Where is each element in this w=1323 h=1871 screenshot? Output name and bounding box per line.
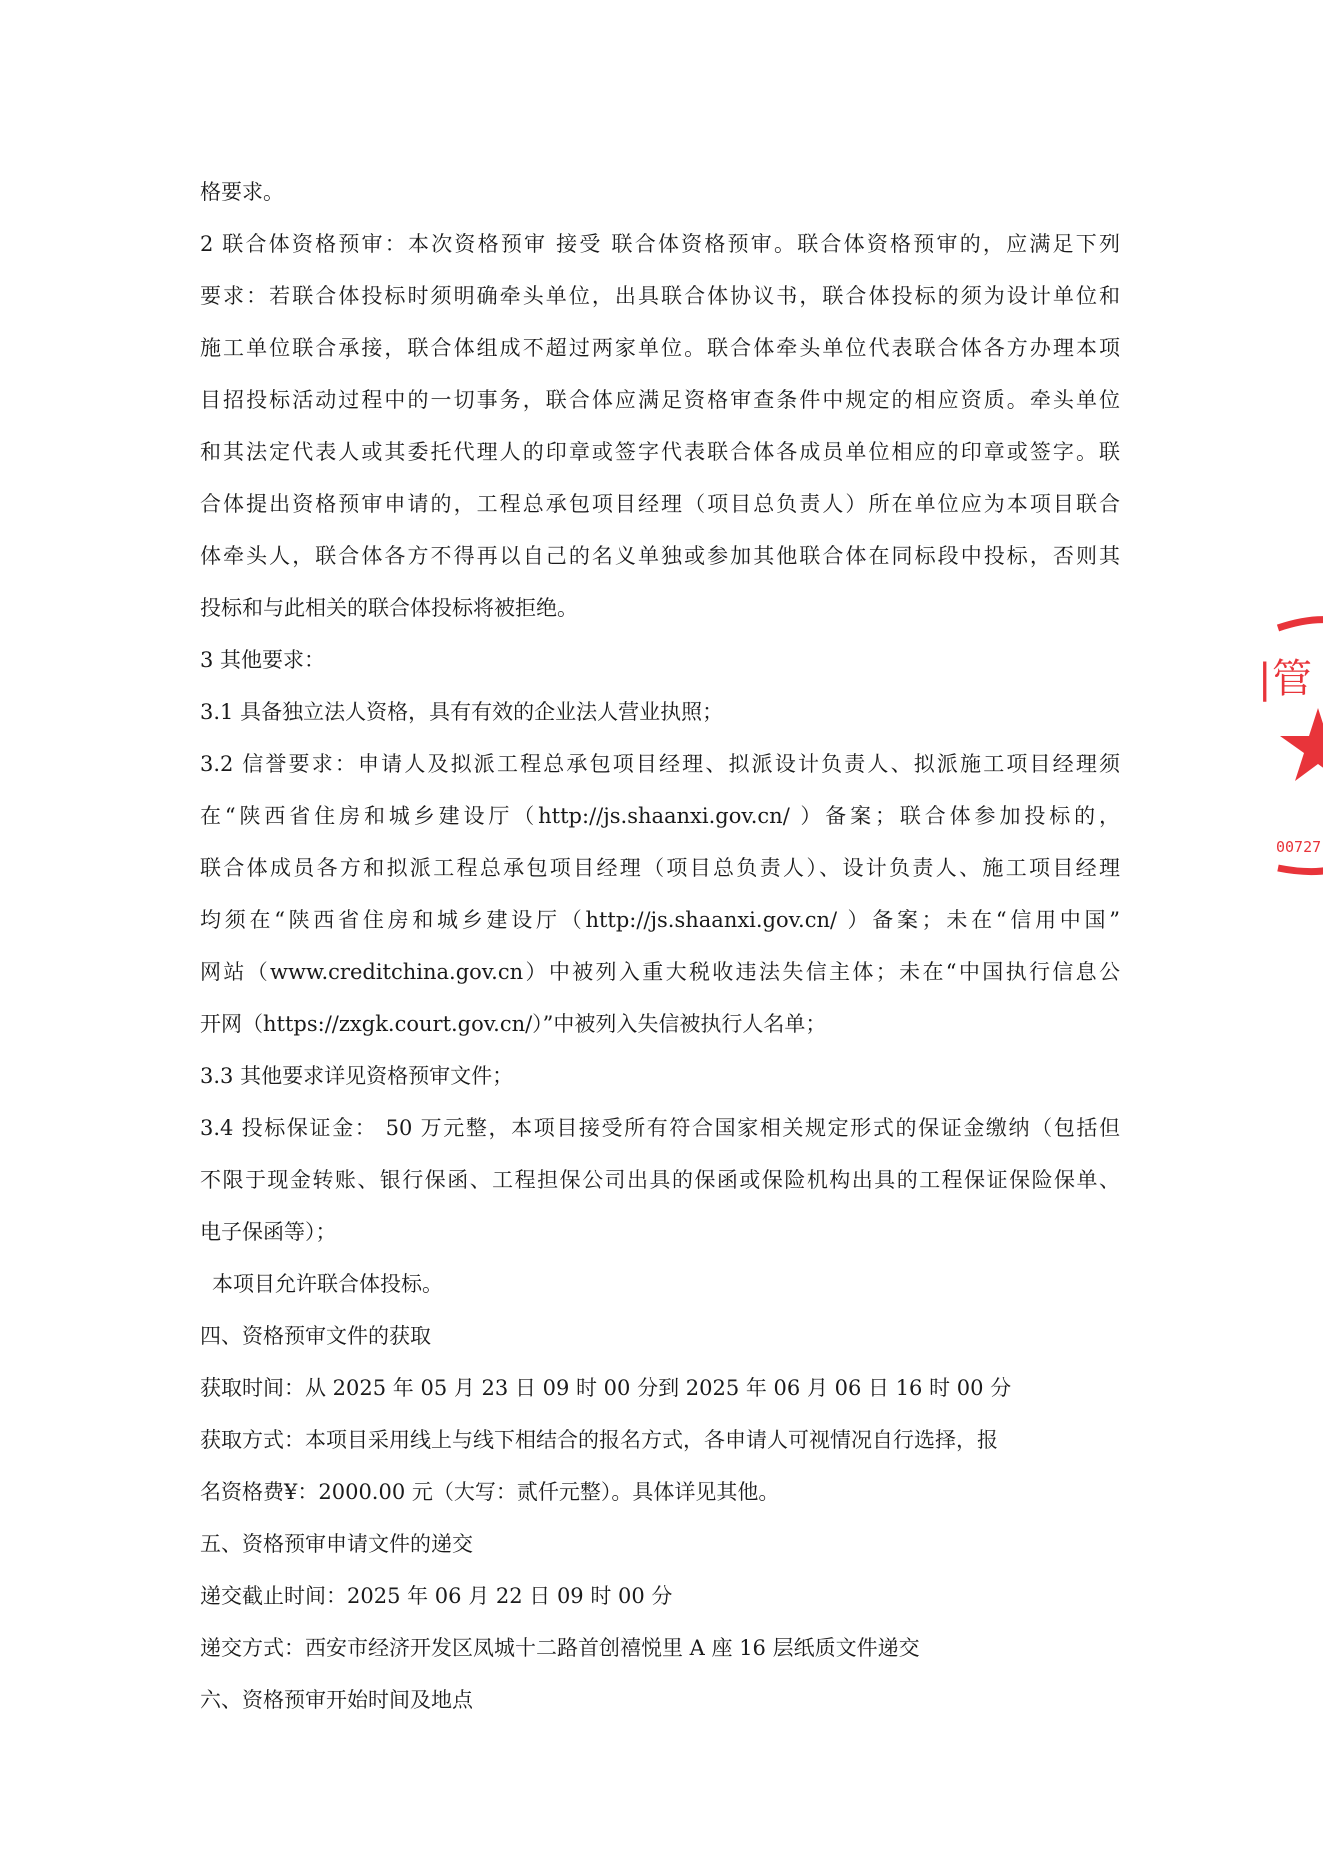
svg-text:00727: 00727 bbox=[1276, 838, 1322, 856]
text-line: 施工单位联合承接，联合体组成不超过两家单位。联合体牵头单位代表联合体各方办理本项 bbox=[200, 336, 1120, 360]
text-line: 递交方式：西安市经济开发区凤城十二路首创禧悦里 A 座 16 层纸质文件递交 bbox=[200, 1636, 920, 1660]
text-line: 均须在“陕西省住房和城乡建设厅（http://js.shaanxi.gov.cn/ ）备案；未在“信用中国” bbox=[200, 908, 1120, 932]
text-line: 格要求。 bbox=[200, 180, 284, 204]
text-line: 3.2 信誉要求：申请人及拟派工程总承包项目经理、拟派设计负责人、拟派施工项目经理须 bbox=[200, 752, 1120, 776]
text-line: 投标和与此相关的联合体投标将被拒绝。 bbox=[200, 596, 578, 620]
text-line: 3.4 投标保证金： 50 万元整，本项目接受所有符合国家相关规定形式的保证金缴纳（包括但 bbox=[200, 1116, 1120, 1140]
text-line: 不限于现金转账、银行保函、工程担保公司出具的保函或保险机构出具的工程保证保险保单、 bbox=[200, 1168, 1120, 1192]
text-line: 在“陕西省住房和城乡建设厅（http://js.shaanxi.gov.cn/ ）备案；联合体参加投标的， bbox=[200, 804, 1120, 828]
text-line: 目招投标活动过程中的一切事务，联合体应满足资格审查条件中规定的相应资质。牵头单位 bbox=[200, 388, 1120, 412]
text-line: 合体提出资格预审申请的，工程总承包项目经理（项目总负责人）所在单位应为本项目联合 bbox=[200, 492, 1120, 516]
text-line: 要求：若联合体投标时须明确牵头单位，出具联合体协议书，联合体投标的须为设计单位和 bbox=[200, 284, 1120, 308]
text-line: 3.1 具备独立法人资格，具有有效的企业法人营业执照； bbox=[200, 700, 724, 724]
section-heading: 五、资格预审申请文件的递交 bbox=[200, 1532, 473, 1556]
official-seal-stamp bbox=[1258, 616, 1323, 876]
text-line: 名资格费¥：2000.00 元（大写：贰仟元整）。具体详见其他。 bbox=[200, 1480, 780, 1504]
text-line: 电子保函等）； bbox=[200, 1220, 337, 1244]
text-line: 3.3 其他要求详见资格预审文件； bbox=[200, 1064, 514, 1088]
text-line: 获取时间：从 2025 年 05 月 23 日 09 时 00 分到 2025 年 06 月 06 日 16 时 00 分 bbox=[200, 1376, 1012, 1400]
section-heading: 四、资格预审文件的获取 bbox=[200, 1324, 431, 1348]
text-line: 获取方式：本项目采用线上与线下相结合的报名方式，各申请人可视情况自行选择，报 bbox=[200, 1428, 998, 1452]
svg-text:管: 管 bbox=[1272, 656, 1312, 702]
text-line: 体牵头人，联合体各方不得再以自己的名义单独或参加其他联合体在同标段中投标，否则其 bbox=[200, 544, 1120, 568]
text-line: 联合体成员各方和拟派工程总承包项目经理（项目总负责人）、设计负责人、施工项目经理 bbox=[200, 856, 1120, 880]
text-line: 递交截止时间：2025 年 06 月 22 日 09 时 00 分 bbox=[200, 1584, 673, 1608]
text-line: 网站（www.creditchina.gov.cn）中被列入重大税收违法失信主体；未在“中国执行信息公 bbox=[200, 960, 1120, 984]
svg-text:|: | bbox=[1258, 656, 1272, 702]
document-body bbox=[200, 166, 1120, 1726]
text-line: 开网（https://zxgk.court.gov.cn/）”中被列入失信被执行人名单； bbox=[200, 1012, 827, 1036]
text-line: 2 联合体资格预审：本次资格预审 接受 联合体资格预审。联合体资格预审的，应满足下列 bbox=[200, 232, 1120, 256]
section-heading: 六、资格预审开始时间及地点 bbox=[200, 1688, 473, 1712]
text-line: 3 其他要求： bbox=[200, 648, 326, 672]
text-line: 和其法定代表人或其委托代理人的印章或签字代表联合体各成员单位相应的印章或签字。联 bbox=[200, 440, 1120, 464]
text-line: 本项目允许联合体投标。 bbox=[212, 1272, 443, 1296]
